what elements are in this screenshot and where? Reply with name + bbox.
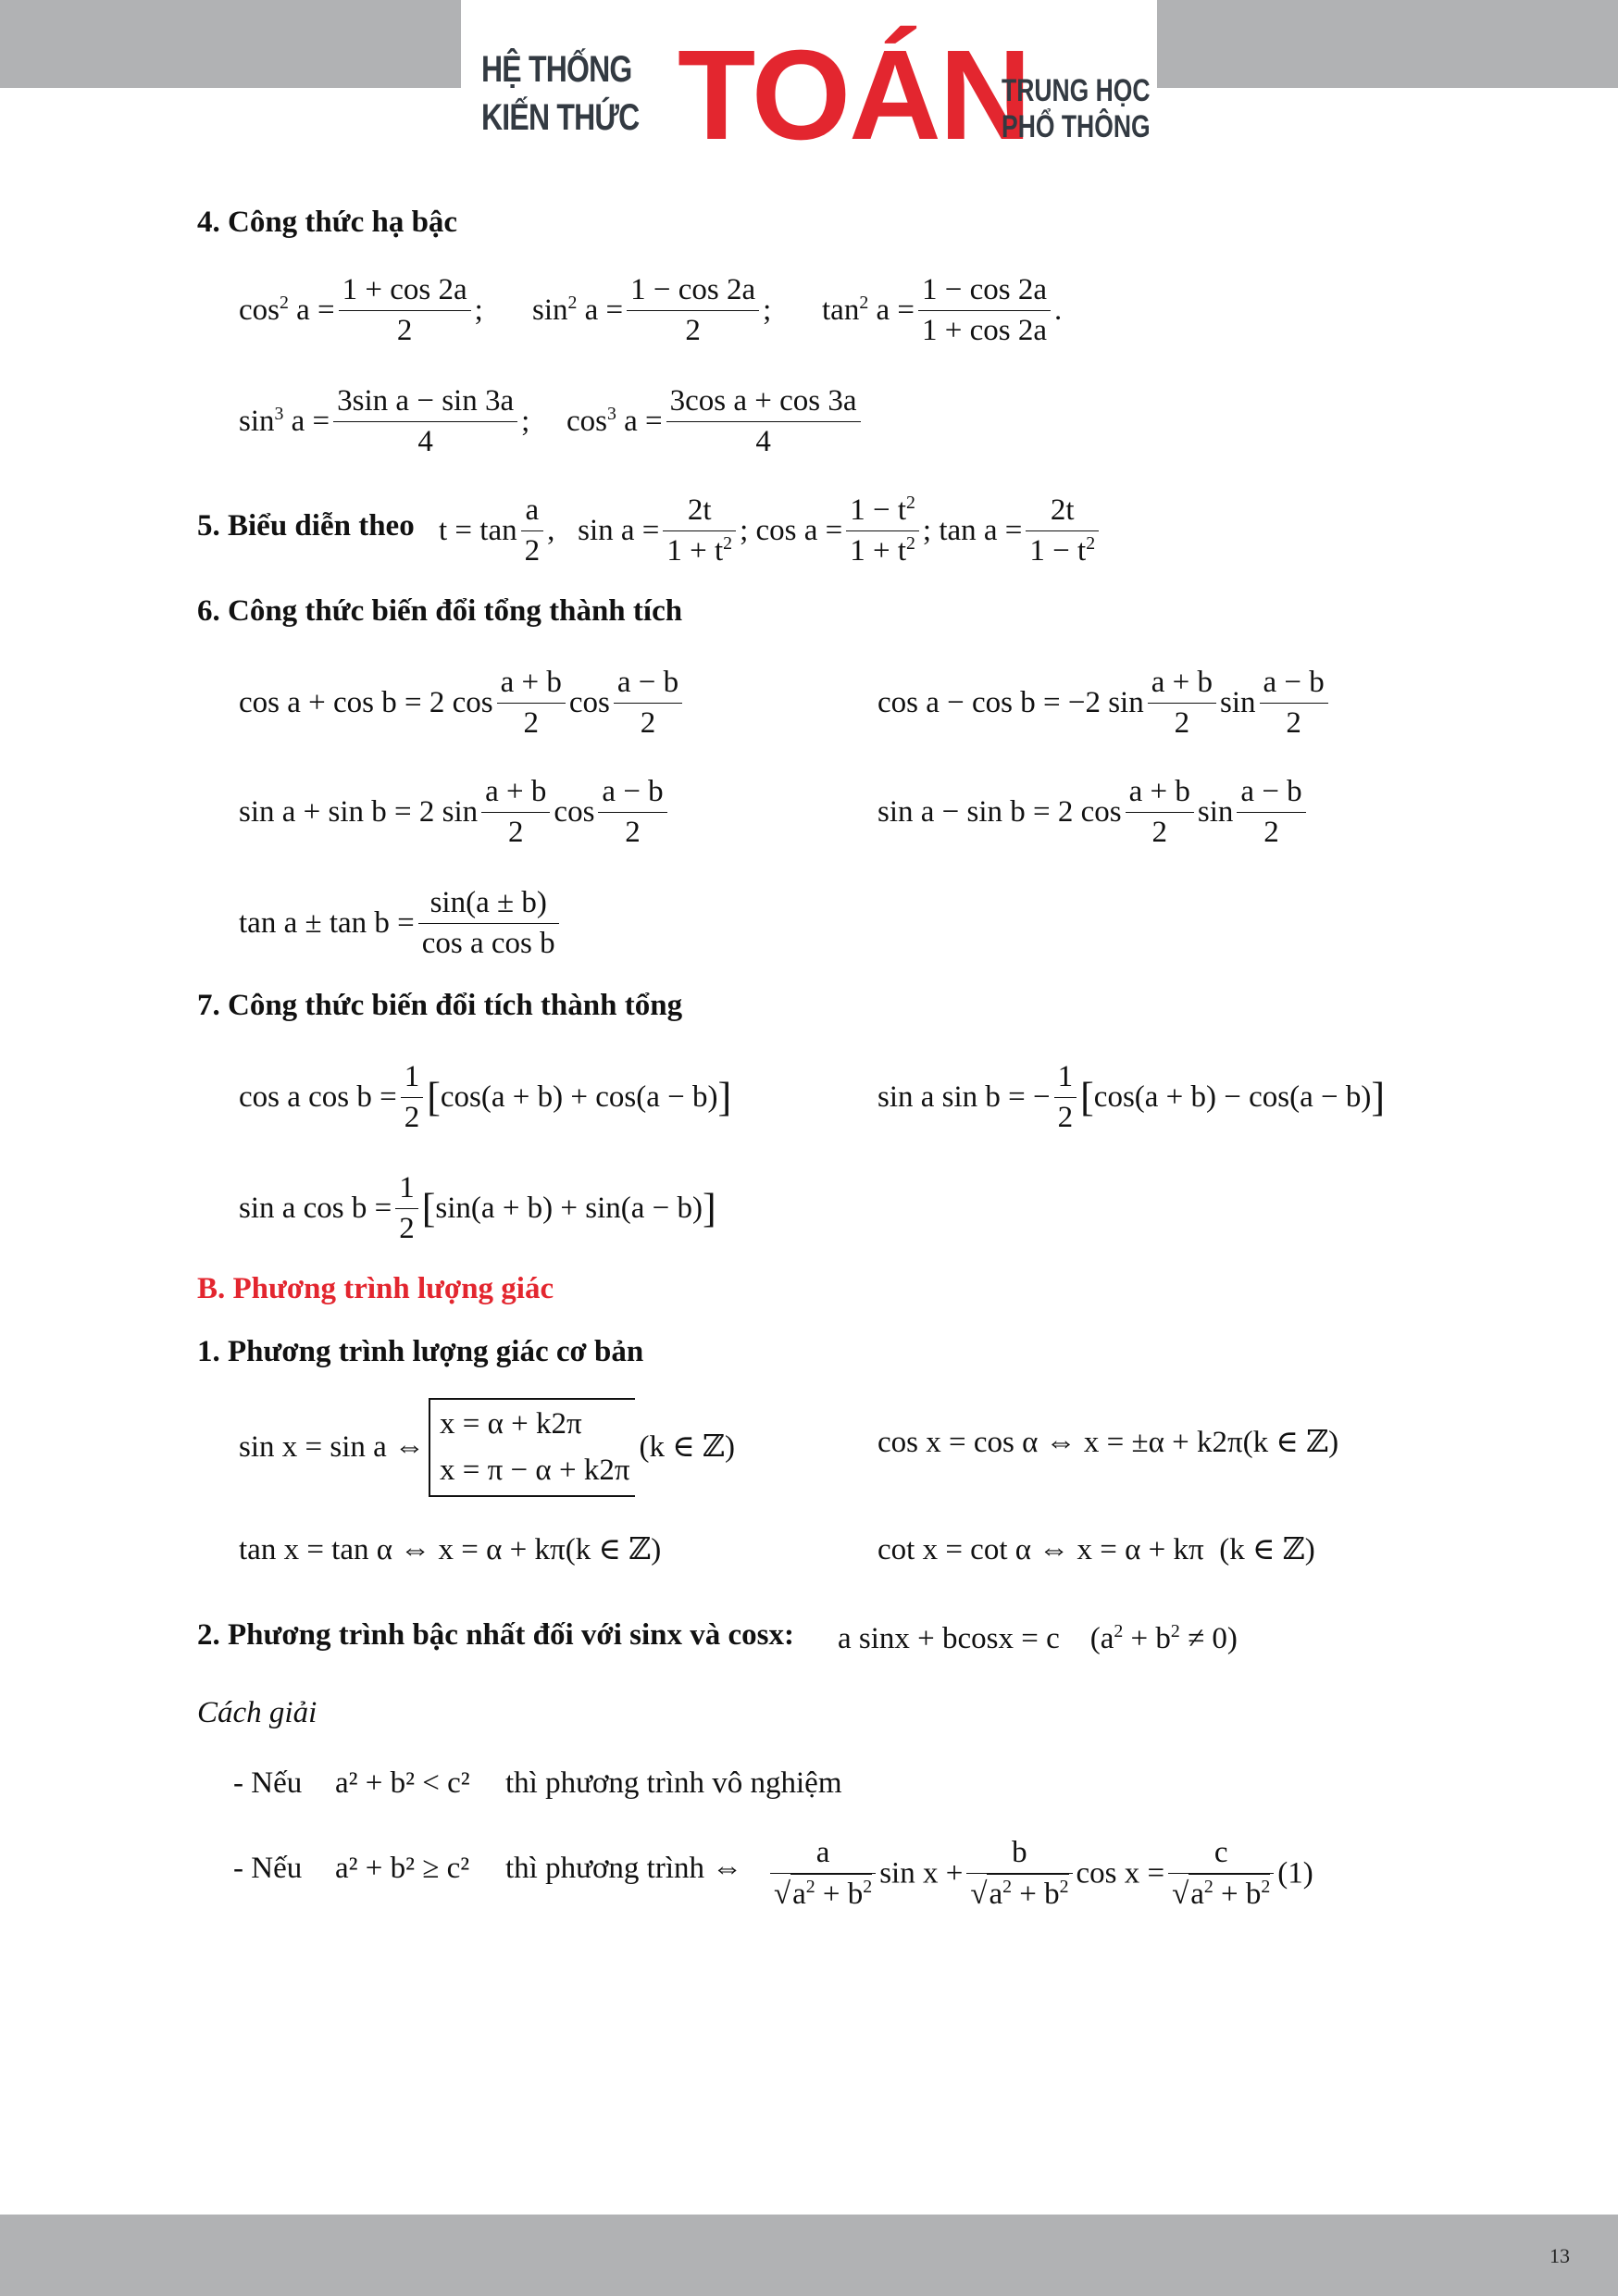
formula-cos-cos-product: cos a cos b = $\frac{1}{2}$ [cos(a + b) + cos(a − b)] xyxy=(239,1057,731,1138)
case1-prefix: - Nếu xyxy=(233,1766,303,1800)
case2-result: thì phương trình ⇔ xyxy=(505,1852,743,1885)
formula-tan-plus-minus-tan: tan a ± tan b = $\frac{\sin(a \pm b)}{\text{cos a cos b}}$ xyxy=(239,883,563,964)
formula-tan-basic-equation: tan x = tan α ⇔ x = α + kπ(k ∈ ℤ) xyxy=(239,1532,662,1566)
section-6-heading: 6. Công thức biến đổi tổng thành tích xyxy=(197,594,683,628)
section-B-heading: B. Phương trình lượng giác xyxy=(197,1272,554,1305)
formula-sin-basic-equation: sin x = sin a ⇔x = α + k2π x = π − α + k2π(k ∈ ℤ) xyxy=(239,1398,735,1497)
formula-cos3-reduce: $\cos^3 a$ = $\frac{\text{3cos a + cos 3a}}{4}$ xyxy=(566,381,865,462)
section-B1-heading: 1. Phương trình lượng giác cơ bản xyxy=(197,1335,644,1368)
case1-condition: a² + b² < c² xyxy=(335,1766,470,1800)
header-left-line1: HỆ THỐNG xyxy=(481,49,632,90)
section-B2-heading: 2. Phương trình bậc nhất đối với sinx và cosx: xyxy=(197,1618,794,1652)
formula-cos-basic-equation: cos x = cos α ⇔ x = ±α + k2π(k ∈ ℤ) xyxy=(877,1425,1339,1459)
header-title: TOÁN xyxy=(678,24,1030,167)
formula-sin-plus-sin: sin a + sin b = 2 sin $\frac{a + b}{2}$ cos $\frac{a - b}{2}$ xyxy=(239,772,671,853)
formula-sin-minus-sin: sin a − sin b = 2 cos $\frac{a + b}{2}$ sin $\frac{a - b}{2}$ xyxy=(877,772,1310,853)
section-5-heading: 5. Biểu diễn theo xyxy=(197,509,415,543)
header-band-left xyxy=(0,0,461,88)
formula-cos-plus-cos: cos a + cos b = 2 cos $\frac{a + b}{2}$ cos $\frac{a - b}{2}$ xyxy=(239,663,686,743)
formula-cos-minus-cos: cos a − cos b = −2 sin $\frac{a + b}{2}$ sin $\frac{a - b}{2}$ xyxy=(877,663,1332,743)
formula-normalized-equation: $\frac{a}{√a^2 + b^2}$ sin x + $\frac{b}{√a^2 + b^2}$ cos x = $\frac{c}{√a^2 + b^2}$ (1) xyxy=(766,1833,1313,1915)
formula-sin-sin-product: sin a sin b = − $\frac{1}{2}$ [cos(a + b) − cos(a − b)] xyxy=(877,1057,1385,1138)
page-number: 13 xyxy=(1550,2244,1570,2267)
header-band-right xyxy=(1157,0,1618,88)
case2-prefix: - Nếu xyxy=(233,1852,303,1885)
formula-tan2-reduce: $\tan^2 a$ = $\frac{1 - \cos 2a}{1 + \cos 2a}$ . xyxy=(822,270,1062,351)
formula-sin2-reduce: $\sin^2 a$ = $\frac{1 - \cos 2a}{2}$ ; xyxy=(532,270,771,351)
case1-result: thì phương trình vô nghiệm xyxy=(505,1766,842,1800)
solution-label: Cách giải xyxy=(197,1696,317,1729)
header-left-line2: KIẾN THỨC xyxy=(481,97,640,138)
formula-linear-sin-cos: a sinx + bcosx = c $(a^2 + b^2 \ne 0)$ xyxy=(838,1621,1238,1656)
header-right-line2: PHỔ THÔNG xyxy=(1002,109,1151,144)
footer-band xyxy=(0,2215,1618,2296)
section-7-heading: 7. Công thức biến đổi tích thành tổng xyxy=(197,989,683,1022)
formula-cos2-reduce: $\cos^2 a$ = $\frac{1 + \cos 2a}{2}$ ; xyxy=(239,270,483,351)
section-4-heading: 4. Công thức hạ bậc xyxy=(197,206,458,239)
formula-sin-cos-product: sin a cos b = $\frac{1}{2}$ [sin(a + b) + sin(a − b)] xyxy=(239,1168,716,1249)
header-right-line1: TRUNG HỌC xyxy=(1002,73,1151,108)
formula-sin3-reduce: $\sin^3 a$ = $\frac{\text{3sin a − sin 3a}}{4}$ ; xyxy=(239,381,529,462)
case2-condition: a² + b² ≥ c² xyxy=(335,1852,470,1885)
formula-t-substitution: t = tan $\frac{a}{2}$ , sin a = $\frac{2t}{1 + t^2}$ ; cos a = $\frac{1 - t^2}{1 + t^2}$ ; tan a = $\frac{2t}{1 - t^2}$ xyxy=(439,491,1102,571)
formula-cot-basic-equation: cot x = cot α ⇔ x = α + kπ (k ∈ ℤ) xyxy=(877,1532,1315,1566)
